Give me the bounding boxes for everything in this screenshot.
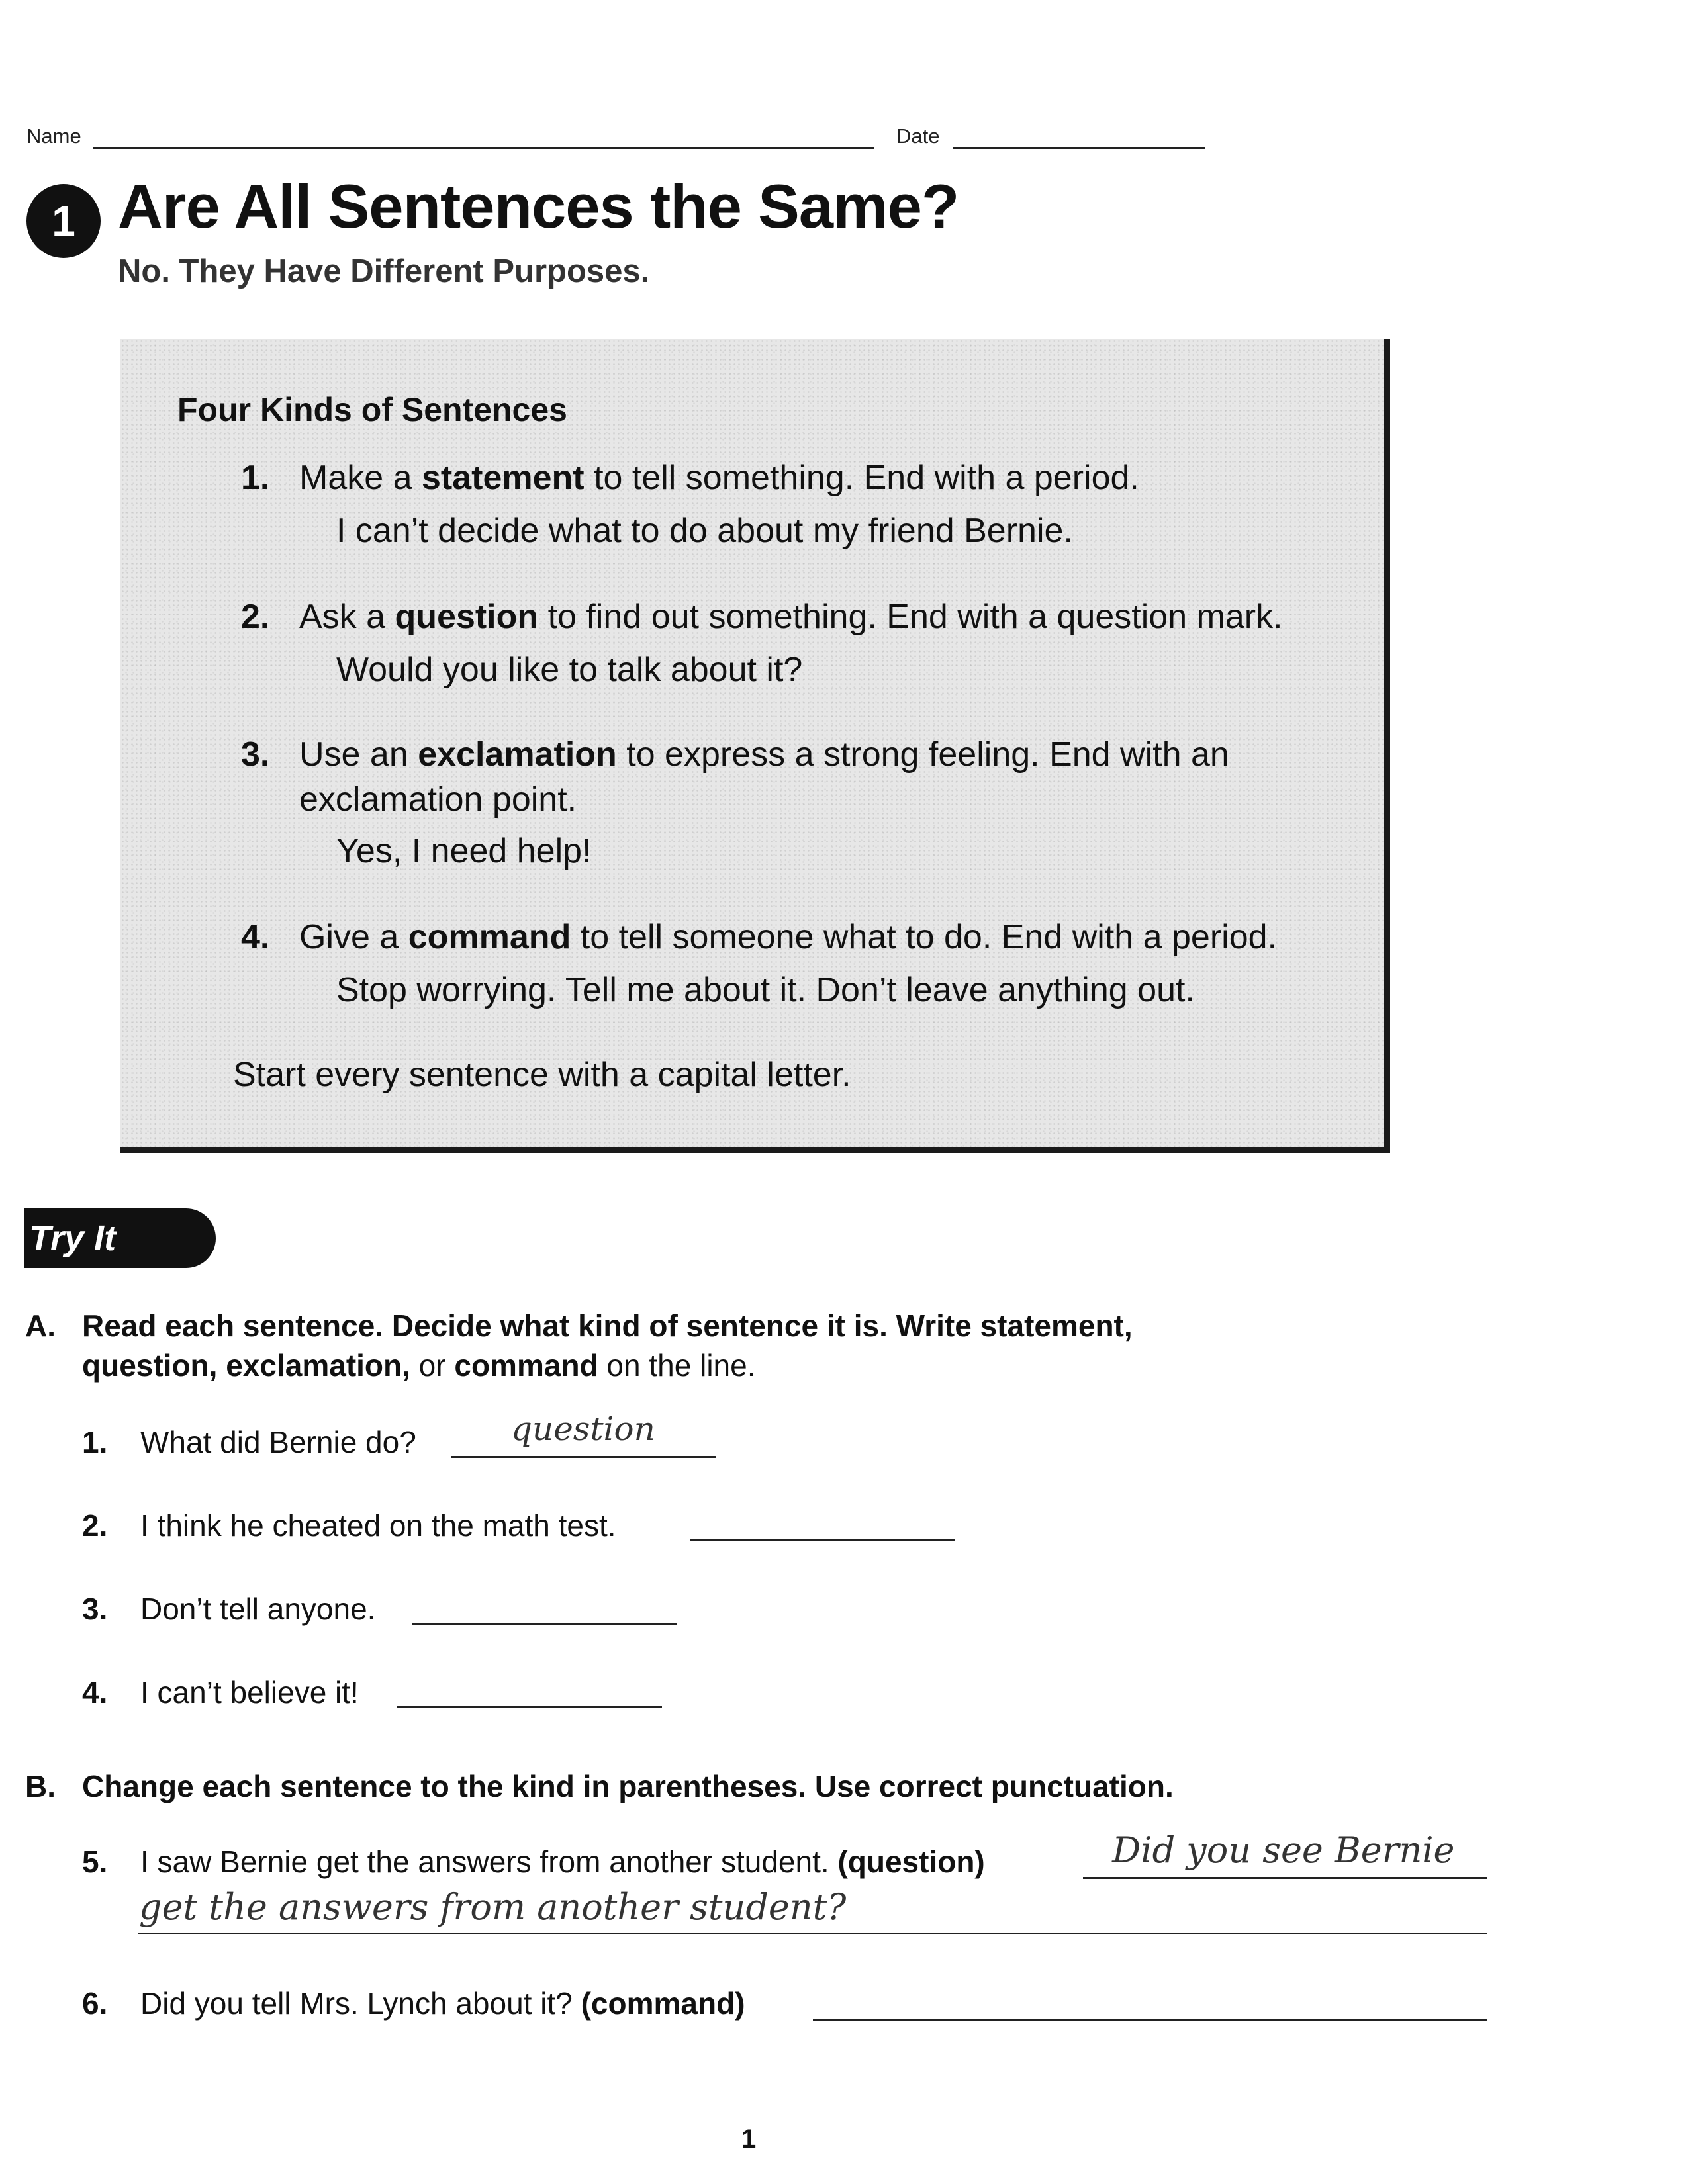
rule-text [299,597,1283,637]
rule-text-before: Ask a [299,598,395,636]
name-field[interactable] [93,147,874,149]
rule-text-after: to tell something. End with a period. [584,459,1139,497]
directions-text: on the line. [598,1348,756,1383]
rule-text-before: Make a [299,459,422,497]
item-sentence-text: Did you tell Mrs. Lynch about it? [140,1986,573,2021]
rule-example: I can’t decide what to do about my friend Bernie. [336,512,1073,550]
rule-example: Yes, I need help! [336,832,592,870]
section-a-directions-line2 [82,1347,755,1383]
directions-keyword: command [454,1348,598,1383]
answer-line[interactable] [690,1539,955,1541]
directions-keyword: statement, [980,1308,1133,1343]
item-kind: (command) [581,1986,745,2021]
item-number: 5. [82,1844,108,1879]
item-number: 4. [82,1675,108,1709]
rule-example: Stop worrying. Tell me about it. Don’t leave anything out. [336,971,1195,1009]
rule-keyword: command [408,918,571,956]
rule-text-after: to tell someone what to do. End with a period. [571,918,1277,956]
answer-line[interactable] [412,1623,677,1625]
lesson-number-badge: 1 [26,184,101,258]
rule-text [299,735,1229,774]
handwritten-answer: question [511,1410,655,1448]
rule-number: 3. [241,735,270,774]
rule-number: 1. [241,459,270,497]
section-a-letter: A. [25,1308,56,1343]
rule-example: Would you like to talk about it? [336,651,803,689]
handwritten-answer-line1: Did you see Bernie [1112,1829,1455,1871]
rule-text-line2: exclamation point. [299,780,577,819]
rules-box-title: Four Kinds of Sentences [177,391,567,428]
directions-keyword: question, exclamation, [82,1348,410,1383]
rule-text-before: Give a [299,918,408,956]
rules-footer: Start every sentence with a capital letter. [233,1056,851,1094]
answer-line[interactable] [813,2019,1487,2021]
section-b-letter: B. [25,1769,56,1803]
rule-text-after: to express a strong feeling. End with an [616,735,1229,774]
directions-text: Read each sentence. Decide what kind of sentence it is. Write [82,1308,980,1343]
name-label: Name [26,124,81,148]
rule-number: 4. [241,918,270,956]
rule-keyword: statement [421,459,585,497]
answer-line[interactable] [138,1933,1487,1934]
item-sentence: I think he cheated on the math test. [140,1508,616,1543]
date-label: Date [896,124,940,148]
date-field[interactable] [953,147,1205,149]
try-it-banner: Try It [24,1208,216,1268]
rule-number: 2. [241,598,270,636]
item-number: 3. [82,1592,108,1626]
item-sentence [140,1844,985,1880]
item-number: 2. [82,1508,108,1543]
rule-text-after: to find out something. End with a question mark. [538,598,1283,636]
item-sentence [140,1985,745,2021]
item-sentence-text: I saw Bernie get the answers from another student. [140,1844,829,1879]
section-a-directions-line1 [82,1308,1133,1343]
item-sentence: Don’t tell anyone. [140,1592,376,1626]
rule-keyword: exclamation [418,735,617,774]
rule-text [299,917,1277,957]
answer-line[interactable] [1083,1877,1487,1879]
page-number: 1 [741,2124,757,2154]
page-subtitle: No. They Have Different Purposes. [118,253,650,289]
handwritten-answer-line2: get the answers from another student? [139,1886,847,1928]
rule-text-before: Use an [299,735,418,774]
directions-text: or [410,1348,455,1383]
answer-line[interactable] [451,1456,716,1458]
rule-keyword: question [395,598,539,636]
rule-text [299,458,1139,498]
item-number: 1. [82,1425,108,1459]
answer-line[interactable] [397,1706,662,1708]
section-b-directions: Change each sentence to the kind in parentheses. Use correct punctuation. [82,1769,1174,1803]
item-kind: (question) [837,1844,985,1879]
item-sentence: I can’t believe it! [140,1675,359,1709]
item-number: 6. [82,1986,108,2021]
page-title: Are All Sentences the Same? [118,171,959,241]
item-sentence: What did Bernie do? [140,1425,416,1459]
